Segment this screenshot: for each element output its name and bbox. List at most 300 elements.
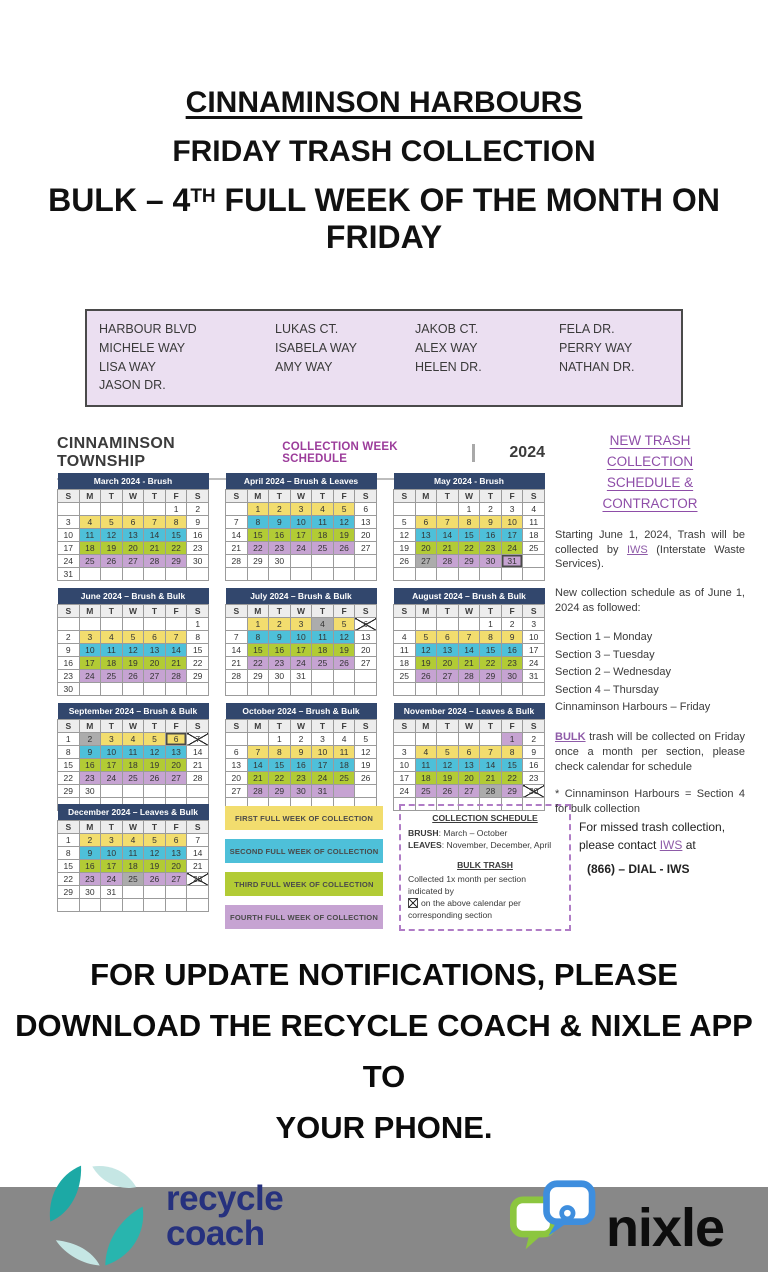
day-cell: [290, 568, 312, 581]
day-cell: 30: [480, 555, 502, 568]
weekday-label: T: [144, 605, 166, 618]
day-cell: 1: [247, 618, 269, 631]
day-cell: 23: [79, 873, 101, 886]
logos-row: [0, 1154, 768, 1272]
weekday-label: T: [144, 821, 166, 834]
day-cell: 26: [101, 555, 123, 568]
day-cell: [355, 568, 377, 581]
section-schedule-item: Section 4 – Thursday: [555, 683, 659, 696]
weekday-label: W: [290, 490, 312, 503]
note-line-1: FOR UPDATE NOTIFICATIONS, PLEASE: [90, 957, 678, 992]
weekday-label: S: [187, 490, 209, 503]
day-cell: 2: [187, 503, 209, 516]
month-calendar: [57, 804, 209, 912]
day-cell: 5: [437, 746, 459, 759]
weekday-label: S: [226, 490, 248, 503]
weekday-label: S: [394, 490, 416, 503]
day-cell: 26: [144, 772, 166, 785]
day-cell: 12: [415, 644, 437, 657]
day-cell: 4: [122, 834, 144, 847]
day-cell: 9: [480, 516, 502, 529]
weekday-label: M: [247, 490, 269, 503]
day-cell: 14: [187, 746, 209, 759]
weekday-label: S: [58, 720, 80, 733]
day-cell: 12: [355, 746, 377, 759]
day-cell: 2: [58, 631, 80, 644]
day-cell: 14: [247, 759, 269, 772]
day-cell: [501, 683, 523, 696]
day-cell: 22: [458, 542, 480, 555]
weekday-label: T: [312, 490, 334, 503]
day-cell: 7: [458, 631, 480, 644]
day-cell: [101, 683, 123, 696]
day-cell: [58, 899, 80, 912]
info-sidebar: [555, 431, 745, 817]
weekday-label: S: [355, 490, 377, 503]
street-name: HELEN DR.: [415, 359, 482, 374]
day-cell: 13: [437, 644, 459, 657]
day-cell: 12: [333, 516, 355, 529]
day-cell: 19: [394, 542, 416, 555]
weekday-label: T: [312, 720, 334, 733]
day-cell: 1: [187, 618, 209, 631]
day-cell: 19: [144, 759, 166, 772]
page-title: CINNAMINSON HARBOURS: [185, 86, 583, 119]
day-cell: [144, 785, 166, 798]
weekday-label: F: [333, 490, 355, 503]
day-cell: 26: [394, 555, 416, 568]
day-cell: [312, 683, 334, 696]
day-cell: 30: [187, 555, 209, 568]
day-cell: 22: [480, 657, 502, 670]
bulk-link[interactable]: BULK: [555, 730, 586, 743]
day-cell: 13: [226, 759, 248, 772]
month-calendar: [225, 473, 377, 581]
day-cell: 2: [290, 733, 312, 746]
weekday-label: M: [79, 821, 101, 834]
weekday-label: S: [355, 720, 377, 733]
day-cell: 14: [480, 759, 502, 772]
weekday-label: T: [101, 720, 123, 733]
day-cell: 16: [79, 759, 101, 772]
day-cell: 21: [226, 657, 248, 670]
day-cell: 18: [415, 772, 437, 785]
day-cell: 24: [312, 772, 334, 785]
day-cell: 10: [523, 631, 545, 644]
nixle-wordmark: nixle: [605, 1197, 724, 1258]
day-cell: 4: [333, 733, 355, 746]
weekday-label: W: [458, 720, 480, 733]
weekday-label: W: [122, 490, 144, 503]
day-cell: [333, 568, 355, 581]
day-cell: 30: [501, 670, 523, 683]
weekday-label: W: [458, 605, 480, 618]
day-cell: [437, 568, 459, 581]
months-grid: [57, 473, 545, 811]
day-cell: 9: [501, 631, 523, 644]
day-cell: [58, 618, 80, 631]
day-cell: 8: [501, 746, 523, 759]
day-cell: 16: [290, 759, 312, 772]
street-column: [559, 320, 669, 395]
day-cell: [187, 785, 209, 798]
day-cell: [394, 733, 416, 746]
day-cell: [122, 785, 144, 798]
day-cell: 27: [122, 555, 144, 568]
day-cell: 4: [415, 746, 437, 759]
day-cell: 6: [165, 834, 187, 847]
calendar-year: 2024: [509, 444, 545, 461]
day-cell: 26: [333, 542, 355, 555]
day-cell: 19: [437, 772, 459, 785]
weekday-label: M: [415, 720, 437, 733]
weekday-label: M: [415, 490, 437, 503]
weekday-label: T: [269, 605, 291, 618]
day-cell: 1: [58, 834, 80, 847]
day-cell: 8: [247, 516, 269, 529]
day-cell: 3: [290, 503, 312, 516]
day-cell: [101, 503, 123, 516]
day-cell: 13: [165, 847, 187, 860]
weekday-label: T: [437, 720, 459, 733]
day-cell: 3: [290, 618, 312, 631]
day-cell: 15: [58, 860, 80, 873]
day-cell: 6: [226, 746, 248, 759]
day-cell: [480, 683, 502, 696]
day-cell: 20: [226, 772, 248, 785]
weekday-label: W: [458, 490, 480, 503]
crossed-box-icon: [408, 898, 418, 908]
day-cell: [458, 733, 480, 746]
street-name: MICHELE WAY: [99, 340, 186, 355]
day-cell: [79, 503, 101, 516]
bulk-description-line3: corresponding section: [408, 910, 493, 921]
december-slot: [57, 804, 209, 912]
weekday-label: T: [437, 605, 459, 618]
day-cell: 30: [290, 785, 312, 798]
day-cell: 5: [144, 834, 166, 847]
bulk-description-line2: on the above calendar per: [408, 897, 562, 909]
day-cell: [187, 568, 209, 581]
day-cell: [333, 683, 355, 696]
weekday-label: F: [501, 720, 523, 733]
sidebar-paragraph-section4: * Cinnaminson Harbours = Section 4 for bulk collection: [555, 788, 745, 816]
month-calendar: [225, 588, 377, 696]
day-cell: [394, 683, 416, 696]
day-cell: 29: [165, 555, 187, 568]
day-cell: 22: [501, 772, 523, 785]
day-cell: [165, 618, 187, 631]
day-cell: 11: [523, 516, 545, 529]
day-cell: 23: [290, 772, 312, 785]
leaves-schedule: LEAVES: November, December, April: [408, 840, 552, 851]
day-cell: 22: [165, 542, 187, 555]
day-cell: 2: [480, 503, 502, 516]
weekday-label: F: [165, 605, 187, 618]
schedule-label: COLLECTION WEEK SCHEDULE: [282, 441, 398, 465]
day-cell: [523, 555, 545, 568]
day-cell: 2: [269, 618, 291, 631]
day-cell: [312, 670, 334, 683]
day-cell: [333, 555, 355, 568]
day-cell: [355, 785, 377, 798]
day-cell: [290, 683, 312, 696]
update-notification-note: [0, 949, 768, 1154]
day-cell: [58, 503, 80, 516]
day-cell: [247, 733, 269, 746]
day-cell: 2: [79, 834, 101, 847]
day-cell: [226, 683, 248, 696]
day-cell: [226, 503, 248, 516]
missed-collection-note: For missed trash collection, please contact IWS at (866) – DIAL - IWS: [579, 804, 731, 878]
month-title: November 2024 – Leaves & Bulk: [394, 703, 545, 720]
bulk-description-line1: Collected 1x month per section indicated by: [408, 874, 526, 897]
day-cell: 25: [312, 542, 334, 555]
day-cell: [394, 618, 416, 631]
day-cell: 24: [58, 555, 80, 568]
weekday-label: S: [58, 490, 80, 503]
day-cell: 22: [269, 772, 291, 785]
day-cell: 10: [79, 644, 101, 657]
weekday-label: M: [79, 605, 101, 618]
legend-item: THIRD FULL WEEK OF COLLECTION: [225, 872, 383, 896]
brush-schedule: BRUSH: March – October: [408, 828, 508, 839]
day-cell: 20: [458, 772, 480, 785]
day-cell: 9: [187, 516, 209, 529]
day-cell: 11: [312, 631, 334, 644]
day-cell: 29: [58, 785, 80, 798]
day-cell: 17: [79, 657, 101, 670]
day-cell: 26: [437, 785, 459, 798]
weekday-label: W: [122, 605, 144, 618]
day-cell: 14: [226, 529, 248, 542]
day-cell: [269, 683, 291, 696]
day-cell: 24: [101, 772, 123, 785]
day-cell: 28: [187, 772, 209, 785]
day-cell: 11: [79, 529, 101, 542]
day-cell: 14: [437, 529, 459, 542]
street-name: PERRY WAY: [559, 340, 633, 355]
calendar-section: [0, 429, 768, 929]
recycle-coach-icon: [40, 1160, 152, 1272]
day-cell: 19: [333, 529, 355, 542]
street-column: [99, 320, 275, 395]
iws-link[interactable]: IWS: [659, 838, 683, 852]
day-cell: [415, 503, 437, 516]
day-cell: [480, 733, 502, 746]
iws-link[interactable]: IWS: [626, 543, 648, 556]
day-cell: 13: [122, 529, 144, 542]
day-cell: 29: [58, 886, 80, 899]
day-cell: 4: [79, 516, 101, 529]
day-cell: 1: [501, 733, 523, 746]
day-cell: 16: [523, 759, 545, 772]
day-cell: 28: [247, 785, 269, 798]
day-cell: 13: [144, 644, 166, 657]
day-cell: 15: [165, 529, 187, 542]
note-line-2: DOWNLOAD THE RECYCLE COACH & NIXLE APP TO: [15, 1008, 753, 1095]
day-cell: 1: [269, 733, 291, 746]
calendar-bottom-row: [57, 804, 731, 938]
day-cell: [122, 568, 144, 581]
day-cell: 12: [144, 746, 166, 759]
day-cell: 16: [79, 860, 101, 873]
day-cell: [394, 568, 416, 581]
day-cell: 18: [333, 759, 355, 772]
day-cell: 26: [415, 670, 437, 683]
weekday-label: T: [269, 720, 291, 733]
day-cell: 15: [269, 759, 291, 772]
day-cell: 15: [501, 759, 523, 772]
day-cell: 24: [79, 670, 101, 683]
weekday-label: M: [247, 720, 269, 733]
day-cell: [247, 568, 269, 581]
day-cell: [226, 618, 248, 631]
street-name: HARBOUR BLVD: [99, 322, 197, 336]
weekday-label: T: [144, 490, 166, 503]
day-cell: 24: [501, 542, 523, 555]
day-cell: 12: [333, 631, 355, 644]
day-cell: 10: [290, 631, 312, 644]
day-cell: [122, 886, 144, 899]
day-cell: [79, 618, 101, 631]
day-cell: 20: [122, 542, 144, 555]
weekday-label: T: [144, 720, 166, 733]
month-title: June 2024 – Brush & Bulk: [58, 588, 209, 605]
day-cell: 10: [501, 516, 523, 529]
section-schedule-item: Section 1 – Monday: [555, 630, 653, 643]
day-cell: 19: [122, 657, 144, 670]
day-cell: 25: [333, 772, 355, 785]
day-cell: [165, 683, 187, 696]
month-title: August 2024 – Brush & Bulk: [394, 588, 545, 605]
day-cell: [79, 899, 101, 912]
day-cell: 7: [226, 516, 248, 529]
weekday-label: F: [165, 821, 187, 834]
day-cell: 2: [79, 733, 101, 746]
day-cell: 7: [187, 834, 209, 847]
day-cell: 6: [437, 631, 459, 644]
legend-item: SECOND FULL WEEK OF COLLECTION: [225, 839, 383, 863]
day-cell: [122, 503, 144, 516]
day-cell: 28: [226, 670, 248, 683]
sidebar-paragraph-bulk: BULK trash will be collected on Friday once a month per section, please check calendar for schedule: [555, 730, 745, 773]
day-cell: [165, 785, 187, 798]
day-cell: 31: [312, 785, 334, 798]
day-cell: 7: [247, 746, 269, 759]
day-cell: 9: [269, 631, 291, 644]
day-cell: 1: [458, 503, 480, 516]
recycle-coach-wordmark: recycle coach: [166, 1178, 284, 1253]
street-name: LISA WAY: [99, 359, 156, 374]
day-cell: 24: [523, 657, 545, 670]
day-cell: [101, 618, 123, 631]
day-cell: 10: [101, 847, 123, 860]
weekday-label: W: [122, 720, 144, 733]
day-cell: [187, 899, 209, 912]
day-cell: 3: [58, 516, 80, 529]
weekday-label: S: [523, 490, 545, 503]
day-cell: 8: [58, 847, 80, 860]
day-cell: 21: [480, 772, 502, 785]
day-cell: 27: [415, 555, 437, 568]
month-calendar: [393, 473, 545, 581]
day-cell: 19: [333, 644, 355, 657]
sections-list: [555, 629, 745, 717]
day-cell: 14: [165, 644, 187, 657]
day-cell: 30: [79, 785, 101, 798]
day-cell: 29: [480, 670, 502, 683]
day-cell: 31: [58, 568, 80, 581]
weekday-label: M: [79, 490, 101, 503]
day-cell: 4: [122, 733, 144, 746]
day-cell: 17: [101, 860, 123, 873]
day-cell: 27: [355, 657, 377, 670]
streets-box: [85, 309, 683, 407]
street-name: JAKOB CT.: [415, 322, 479, 336]
day-cell: 1: [480, 618, 502, 631]
weekday-label: S: [58, 821, 80, 834]
day-cell: 3: [101, 733, 123, 746]
day-cell: 12: [101, 529, 123, 542]
day-cell: [501, 568, 523, 581]
day-cell: 23: [501, 657, 523, 670]
street-name: ISABELA WAY: [275, 340, 357, 355]
weekday-label: T: [269, 490, 291, 503]
day-cell: 8: [187, 631, 209, 644]
day-cell: 5: [355, 733, 377, 746]
day-cell: 29: [269, 785, 291, 798]
day-cell: 29: [247, 670, 269, 683]
street-name: ALEX WAY: [415, 340, 478, 355]
weekday-label: F: [165, 490, 187, 503]
day-cell: 30: [58, 683, 80, 696]
day-cell: [101, 568, 123, 581]
day-cell: [144, 886, 166, 899]
day-cell: 25: [415, 785, 437, 798]
day-cell: 10: [101, 746, 123, 759]
month-title: May 2024 - Brush: [394, 473, 545, 490]
day-cell: 23: [79, 772, 101, 785]
day-cell: 13: [458, 759, 480, 772]
collection-schedule-box: [399, 804, 571, 931]
day-cell: 9: [58, 644, 80, 657]
month-title: July 2024 – Brush & Bulk: [226, 588, 377, 605]
day-cell: [79, 683, 101, 696]
day-cell: 21: [437, 542, 459, 555]
weekday-label: S: [58, 605, 80, 618]
month-calendar: [57, 473, 209, 581]
day-cell: [226, 568, 248, 581]
iws-phone: (866) – DIAL - IWS: [587, 862, 690, 876]
day-cell: 31: [523, 670, 545, 683]
day-cell: 10: [312, 746, 334, 759]
day-cell: 22: [58, 873, 80, 886]
day-cell: 6: [122, 516, 144, 529]
day-cell: 26: [122, 670, 144, 683]
day-cell: [415, 733, 437, 746]
day-cell: 6: [415, 516, 437, 529]
day-cell: 6: [144, 631, 166, 644]
weekday-label: S: [394, 720, 416, 733]
day-cell: 23: [269, 657, 291, 670]
day-cell: 28: [437, 555, 459, 568]
street-name: NATHAN DR.: [559, 359, 635, 374]
day-cell: 19: [415, 657, 437, 670]
day-cell: 27: [355, 542, 377, 555]
bulk-title: BULK – 4TH FULL WEEK OF THE MONTH ON FRIDAY: [48, 182, 720, 255]
day-cell: 28: [480, 785, 502, 798]
